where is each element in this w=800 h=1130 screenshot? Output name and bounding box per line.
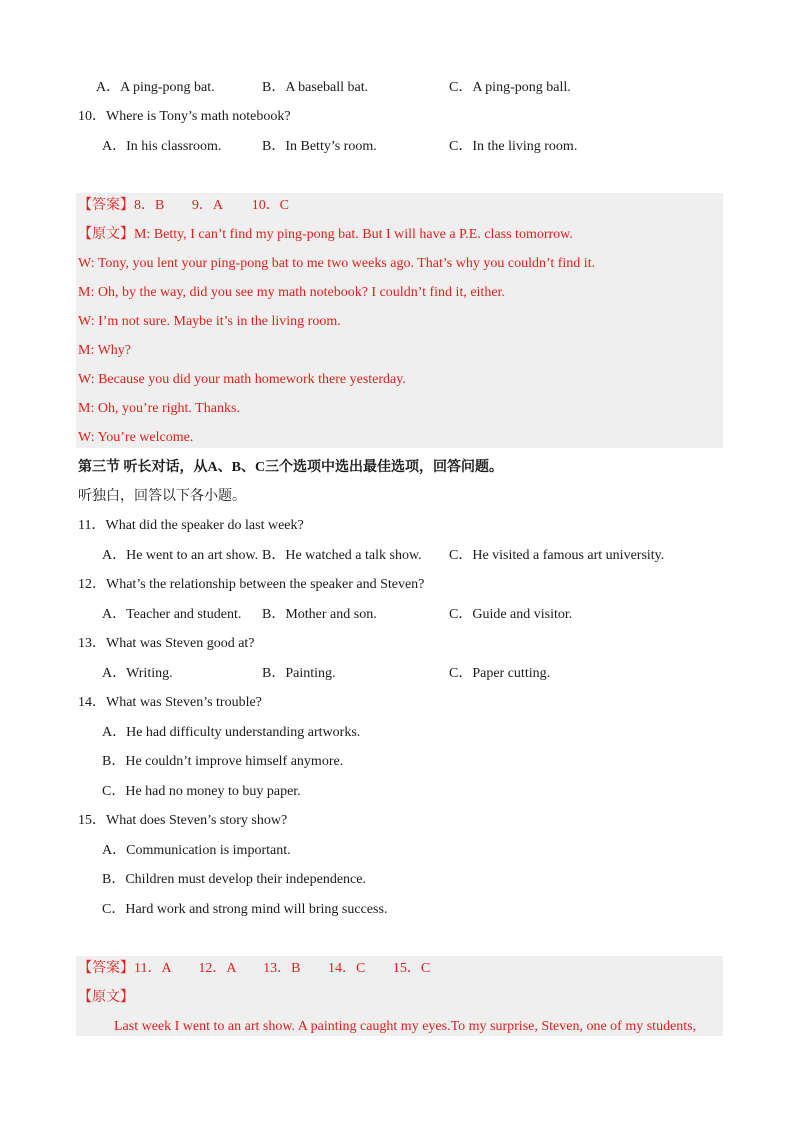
answer-2-item: 14．C — [328, 961, 366, 976]
q12-option-c: C．Guide and visitor. — [449, 607, 573, 622]
transcript-2-label: 【原文】 — [78, 990, 134, 1005]
q9-option-c: C．A ping-pong ball. — [449, 80, 571, 95]
answer-1-item: 10．C — [251, 198, 290, 213]
transcript-1-line: W: You’re welcome. — [78, 430, 194, 445]
q12-option-a: A．Teacher and student. — [102, 607, 242, 622]
q9-option-a: A．A ping-pong bat. — [96, 80, 215, 95]
q11-option-b: B．He watched a talk show. — [262, 548, 422, 563]
q15-option-c: C．Hard work and strong mind will bring success. — [102, 902, 388, 917]
transcript-1-text: M: Betty, I can’t find my ping-pong bat. But I will have a P.E. class tomorrow. — [134, 227, 573, 242]
answer-2-label: 【答案】 — [78, 961, 134, 976]
q13-option-b: B．Painting. — [262, 666, 336, 681]
answer-2-row — [78, 960, 430, 978]
q15-option-b: B．Children must develop their independence. — [102, 872, 366, 887]
q10-option-c: C．In the living room. — [449, 139, 578, 154]
transcript-1-line: M: Oh, by the way, did you see my math notebook? I couldn’t find it, either. — [78, 285, 505, 300]
transcript-1-line — [78, 226, 573, 244]
q12-question: 12．What’s the relationship between the speaker and Steven? — [78, 577, 425, 592]
answer-1-label: 【答案】 — [78, 198, 134, 213]
answer-1-item: 8．B — [134, 198, 165, 213]
q11-option-a: A．He went to an art show. — [102, 548, 259, 563]
q10-question: 10．Where is Tony’s math notebook? — [78, 109, 291, 124]
answer-2-item: 11．A — [134, 961, 171, 976]
q11-question: 11．What did the speaker do last week? — [78, 518, 304, 533]
q15-option-a: A．Communication is important. — [102, 843, 291, 858]
q13-option-c: C．Paper cutting. — [449, 666, 551, 681]
transcript-1-line: M: Oh, you’re right. Thanks. — [78, 401, 240, 416]
q13-option-a: A．Writing. — [102, 666, 173, 681]
section-3-title: 第三节 听长对话，从A、B、C三个选项中选出最佳选项，回答问题。 — [78, 460, 504, 475]
answer-1-row — [78, 197, 289, 215]
answer-2-item: 15．C — [392, 961, 431, 976]
q14-option-b: B．He couldn’t improve himself anymore. — [102, 754, 344, 769]
q12-option-b: B．Mother and son. — [262, 607, 377, 622]
q14-option-a: A．He had difficulty understanding artworks. — [102, 725, 361, 740]
q10-option-a: A．In his classroom. — [102, 139, 222, 154]
transcript-1-line: W: I’m not sure. Maybe it’s in the living room. — [78, 314, 341, 329]
transcript-2-line: Last week I went to an art show. A painting caught my eyes.To my surprise, Steven, one of my students, — [114, 1019, 697, 1034]
q10-option-b: B．In Betty’s room. — [262, 139, 377, 154]
section-3-instruction: 听独白，回答以下各小题。 — [78, 489, 246, 504]
q11-option-c: C．He visited a famous art university. — [449, 548, 665, 563]
answer-2-item: 12．A — [198, 961, 236, 976]
answer-1-item: 9．A — [191, 198, 223, 213]
q15-question: 15．What does Steven’s story show? — [78, 813, 288, 828]
transcript-1-line: M: Why? — [78, 343, 132, 358]
answer-2-item: 13．B — [263, 961, 301, 976]
transcript-1-label: 【原文】 — [78, 227, 134, 242]
q9-option-b: B．A baseball bat. — [262, 80, 369, 95]
transcript-1-line: W: Because you did your math homework there yesterday. — [78, 372, 406, 387]
q14-question: 14．What was Steven’s trouble? — [78, 695, 262, 710]
q13-question: 13．What was Steven good at? — [78, 636, 255, 651]
transcript-1-line: W: Tony, you lent your ping-pong bat to me two weeks ago. That’s why you couldn’t find it. — [78, 256, 596, 271]
q14-option-c: C．He had no money to buy paper. — [102, 784, 301, 799]
